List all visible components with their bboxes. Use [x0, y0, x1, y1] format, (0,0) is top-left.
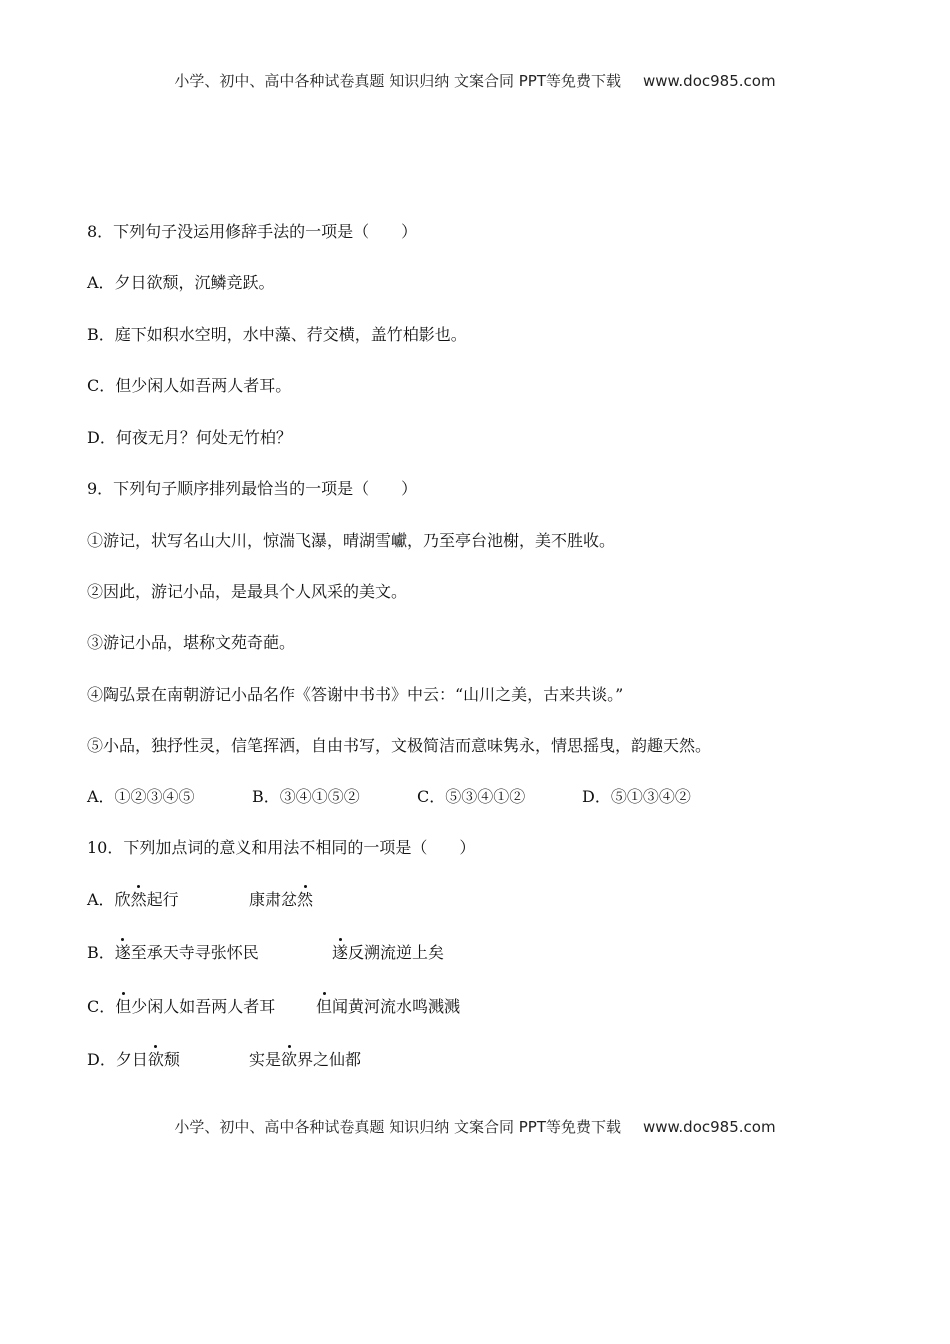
q10-option-c-right — [316, 997, 460, 1017]
q10-option-d-right — [249, 1050, 361, 1070]
header-site-link[interactable]: www.doc985.com — [642, 72, 776, 90]
q9-sentence-4: ④陶弘景在南朝游记小品名作《答谢中书书》中云：“山川之美，古来共谈。” — [87, 685, 624, 704]
q10-d-right-post: 界之仙都 — [297, 1050, 362, 1069]
q8-option-a: A．夕日欲颓，沉鳞竞跃。 — [87, 273, 275, 292]
q8-option-d: D．何夜无月？何处无竹柏？ — [87, 428, 292, 447]
q8-option-b: B．庭下如积水空明，水中藻、荇交横，盖竹柏影也。 — [87, 325, 467, 344]
q9-stem: 9．下列句子顺序排列最恰当的一项是（ ） — [87, 479, 418, 498]
q9-sentence-1: ①游记，状写名山大川，惊湍飞瀑，晴湖雪巘，乃至亭台池榭，美不胜收。 — [87, 531, 616, 550]
q9-sentence-5: ⑤小品，独抒性灵，信笔挥洒，自由书写，文极简洁而意味隽永，情思摇曳，韵趣天然。 — [87, 736, 712, 755]
footer-text: 小学、初中、高中各种试卷真题 知识归纳 文案合同 PPT等免费下载 — [174, 1118, 621, 1136]
q8-stem: 8．下列句子没运用修辞手法的一项是（ ） — [87, 222, 418, 241]
q10-option-a-right — [249, 890, 313, 910]
q10-a-right-pre: 康肃忿 — [249, 890, 298, 909]
q10-option-a — [87, 890, 587, 910]
q10-c-right-dotted-word: 但 — [316, 997, 333, 1016]
q10-a-left-post: 起行 — [146, 890, 179, 909]
q10-b-right-post: 反溯流逆上矣 — [348, 943, 445, 962]
q10-option-d — [87, 1050, 587, 1070]
q10-b-left-dotted-word: 遂 — [114, 943, 131, 962]
q10-option-b — [87, 943, 587, 963]
q10-a-right-dotted-word: 然 — [297, 890, 314, 909]
q10-d-left-pre: 夕日 — [115, 1050, 148, 1069]
q10-option-d-label: D． — [87, 1050, 116, 1069]
q10-b-left-post: 至承天寺寻张怀民 — [130, 943, 259, 962]
q10-d-left-dotted-word: 欲 — [147, 1050, 164, 1069]
q10-option-b-right — [332, 943, 444, 963]
q10-stem: 10．下列加点词的意义和用法不相同的一项是（ ） — [87, 838, 476, 857]
q10-a-left-dotted-word: 然 — [130, 890, 147, 909]
q9-sentence-3: ③游记小品，堪称文苑奇葩。 — [87, 633, 296, 652]
footer-site-link[interactable]: www.doc985.com — [642, 1118, 776, 1136]
q10-a-left-pre: 欣 — [114, 890, 131, 909]
page-header — [0, 70, 950, 91]
q9-option-b: B．③④①⑤② — [252, 787, 360, 806]
q10-d-right-dotted-word: 欲 — [281, 1050, 298, 1069]
q10-b-right-dotted-word: 遂 — [332, 943, 349, 962]
q9-option-c: C．⑤③④①② — [417, 787, 526, 806]
q10-option-c — [87, 997, 587, 1017]
q10-d-left-post: 颓 — [163, 1050, 180, 1069]
q10-d-right-pre: 实是 — [249, 1050, 282, 1069]
q9-option-d: D．⑤①③④② — [582, 787, 691, 806]
q10-c-right-post: 闻黄河流水鸣溅溅 — [332, 997, 461, 1016]
header-text: 小学、初中、高中各种试卷真题 知识归纳 文案合同 PPT等免费下载 — [174, 72, 621, 90]
q10-option-b-label: B． — [87, 943, 115, 962]
page-footer — [0, 1116, 950, 1137]
q10-option-c-label: C． — [87, 997, 116, 1016]
q10-option-a-label: A． — [87, 890, 115, 909]
q9-options — [87, 787, 787, 807]
q10-c-left-post: 少闲人如吾两人者耳 — [131, 997, 276, 1016]
q8-option-c: C．但少闲人如吾两人者耳。 — [87, 376, 292, 395]
q9-sentence-2: ②因此，游记小品，是最具个人风采的美文。 — [87, 582, 408, 601]
q10-c-left-dotted-word: 但 — [115, 997, 132, 1016]
q9-option-a: A．①②③④⑤ — [87, 787, 195, 806]
